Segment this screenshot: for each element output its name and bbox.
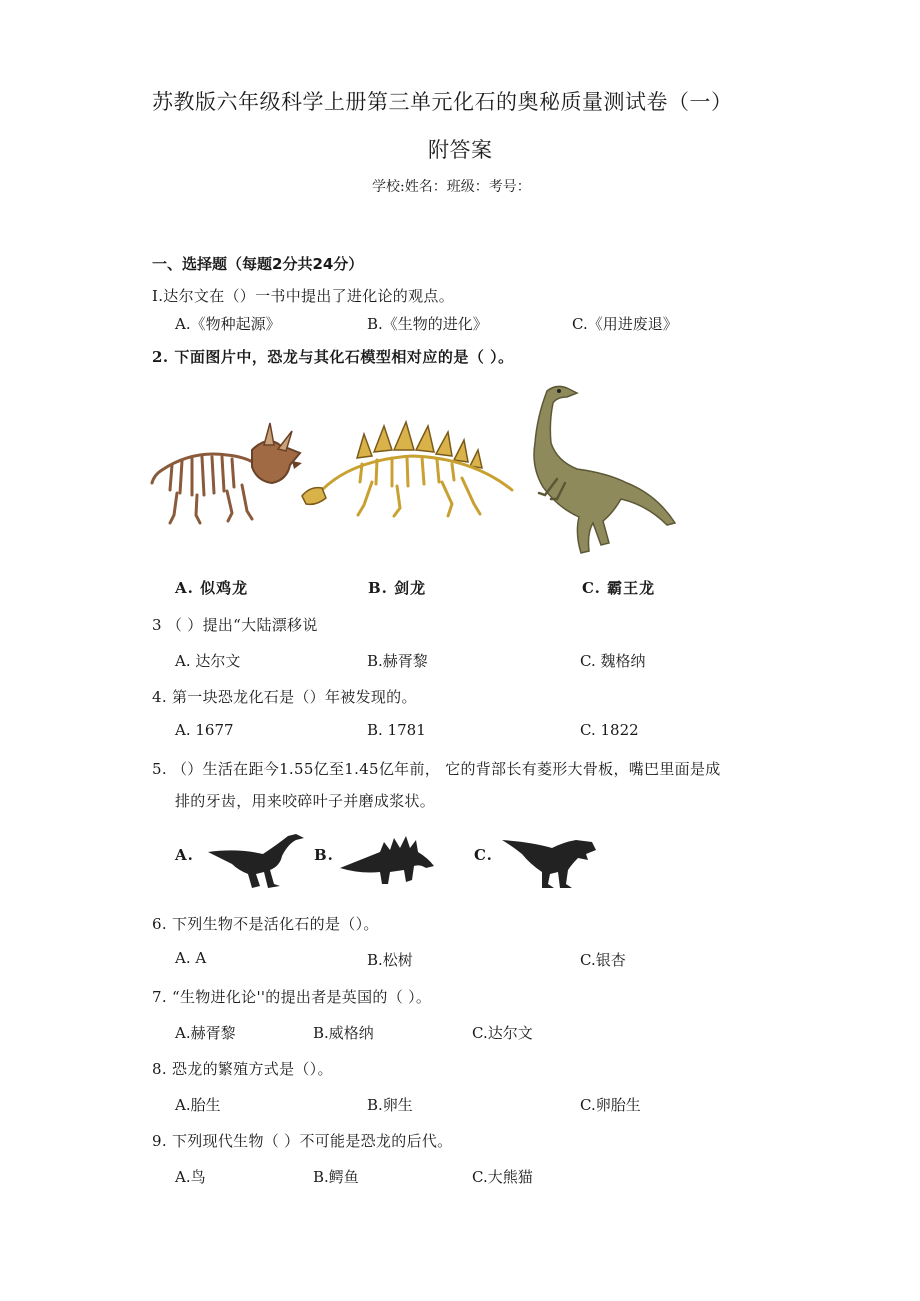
- question-7-option-c: C.达尔文: [472, 1024, 533, 1042]
- question-3-option-c: C. 魏格纳: [580, 652, 646, 670]
- question-7-stem: 7. “生物进化论''的提出者是英国的（ ）。: [152, 988, 432, 1006]
- document-subtitle: 附答案: [428, 138, 493, 162]
- question-6-option-a: A. A: [175, 949, 207, 967]
- question-7-option-b: B.威格纳: [313, 1024, 374, 1042]
- question-9-option-b: B.鳄鱼: [313, 1168, 359, 1186]
- stegosaurus-skeleton-image: [302, 420, 517, 520]
- question-3-option-a: A. 达尔文: [175, 652, 241, 670]
- question-1-stem: I.达尔文在（）一书中提出了进化论的观点。: [152, 287, 454, 305]
- question-6-option-c: C.银杏: [580, 951, 626, 969]
- question-1-option-c: C.《用进废退》: [572, 315, 678, 333]
- student-info-line: 学校:姓名：班级：考号：: [372, 179, 531, 195]
- question-1-option-a: A.《物种起源》: [175, 315, 281, 333]
- question-4-stem: 4. 第一块恐龙化石是（）年被发现的。: [152, 688, 417, 706]
- question-2-option-b: B. 剑龙: [368, 579, 427, 597]
- question-9-stem: 9. 下列现代生物（ ）不可能是恐龙的后代。: [152, 1132, 453, 1150]
- question-4-option-c: C. 1822: [580, 721, 639, 739]
- ornithomimus-model-image: [517, 383, 677, 558]
- question-5-stem-line-1: 5. （）生活在距今1.55亿至1.45亿年前， 它的背部长有菱形大骨板，嘴巴里面是成: [152, 760, 721, 778]
- stegosaurus-silhouette-image: [340, 830, 435, 888]
- question-3-option-b: B.赫胥黎: [367, 652, 428, 670]
- question-8-option-b: B.卵生: [367, 1096, 413, 1114]
- question-2-option-a: A. 似鸡龙: [175, 579, 249, 597]
- question-6-option-b: B.松树: [367, 951, 413, 969]
- tyrannosaurus-silhouette-image: [502, 828, 597, 890]
- question-9-option-a: A.鸟: [175, 1168, 206, 1186]
- triceratops-skeleton-image: [152, 415, 302, 530]
- question-3-stem: 3 （ ）提出“大陆漂移说: [152, 616, 318, 634]
- question-5-option-c: C.: [474, 846, 493, 864]
- question-7-option-a: A.赫胥黎: [175, 1024, 236, 1042]
- question-4-option-a: A. 1677: [175, 721, 234, 739]
- question-5-option-b: B.: [314, 846, 334, 864]
- question-8-option-a: A.胎生: [175, 1096, 221, 1114]
- section-heading: 一、选择题（每题2分共24分）: [152, 255, 364, 273]
- question-9-option-c: C.大熊猫: [472, 1168, 533, 1186]
- question-4-option-b: B. 1781: [367, 721, 426, 739]
- question-2-option-c: C. 霸王龙: [582, 579, 656, 597]
- question-6-stem: 6. 下列生物不是活化石的是（）。: [152, 915, 379, 933]
- question-8-stem: 8. 恐龙的繁殖方式是（）。: [152, 1060, 333, 1078]
- question-8-option-c: C.卵胎生: [580, 1096, 641, 1114]
- question-1-option-b: B.《生物的进化》: [367, 315, 488, 333]
- question-5-stem-line-2: 排的牙齿，用来咬碎叶子并磨成浆状。: [175, 792, 436, 810]
- ornithomimus-silhouette-image: [208, 830, 308, 890]
- question-5-option-a: A.: [175, 846, 194, 864]
- document-title: 苏教版六年级科学上册第三单元化石的奥秘质量测试卷（一）: [152, 90, 733, 114]
- question-2-stem: 2. 下面图片中，恐龙与其化石模型相对应的是（ ）。: [152, 348, 514, 366]
